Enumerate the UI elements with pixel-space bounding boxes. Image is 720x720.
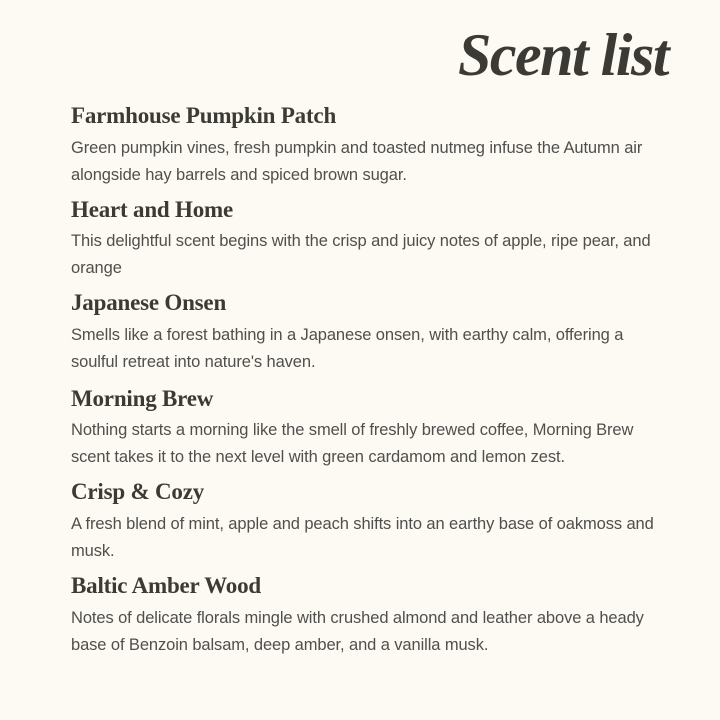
scent-name: Heart and Home bbox=[71, 196, 234, 222]
scent-item bbox=[71, 478, 662, 565]
scent-description: A fresh blend of mint, apple and peach shifts into an earthy base of oakmoss and musk. bbox=[71, 514, 654, 560]
title-row bbox=[0, 0, 720, 88]
scent-description: Nothing starts a morning like the smell of freshly brewed coffee, Morning Brew scent takes it to the next level with green cardamom and lemon zest. bbox=[71, 421, 634, 467]
scent-description: Green pumpkin vines, fresh pumpkin and toasted nutmeg infuse the Autumn air alongside hay barrels and spiced brown sugar. bbox=[71, 138, 643, 184]
scent-item bbox=[71, 102, 662, 189]
scent-name: Morning Brew bbox=[71, 385, 214, 411]
scent-item bbox=[71, 572, 662, 659]
scent-name: Japanese Onsen bbox=[71, 290, 227, 316]
scent-name: Farmhouse Pumpkin Patch bbox=[71, 103, 337, 128]
scent-item bbox=[71, 385, 662, 472]
scent-description: This delightful scent begins with the crisp and juicy notes of apple, ripe pear, and orange bbox=[71, 232, 651, 278]
scent-item bbox=[71, 196, 662, 283]
scent-list bbox=[0, 88, 720, 659]
page-title: Scent list bbox=[457, 22, 668, 88]
scent-item bbox=[71, 289, 662, 376]
scent-description: Notes of delicate florals mingle with crushed almond and leather above a heady base of Benzoin balsam, deep amber, and a vanilla musk. bbox=[71, 608, 644, 654]
scent-name: Baltic Amber Wood bbox=[71, 572, 261, 598]
scent-description: Smells like a forest bathing in a Japanese onsen, with earthy calm, offering a soulful retreat into nature's haven. bbox=[71, 325, 624, 371]
scent-name: Crisp & Cozy bbox=[71, 479, 205, 505]
